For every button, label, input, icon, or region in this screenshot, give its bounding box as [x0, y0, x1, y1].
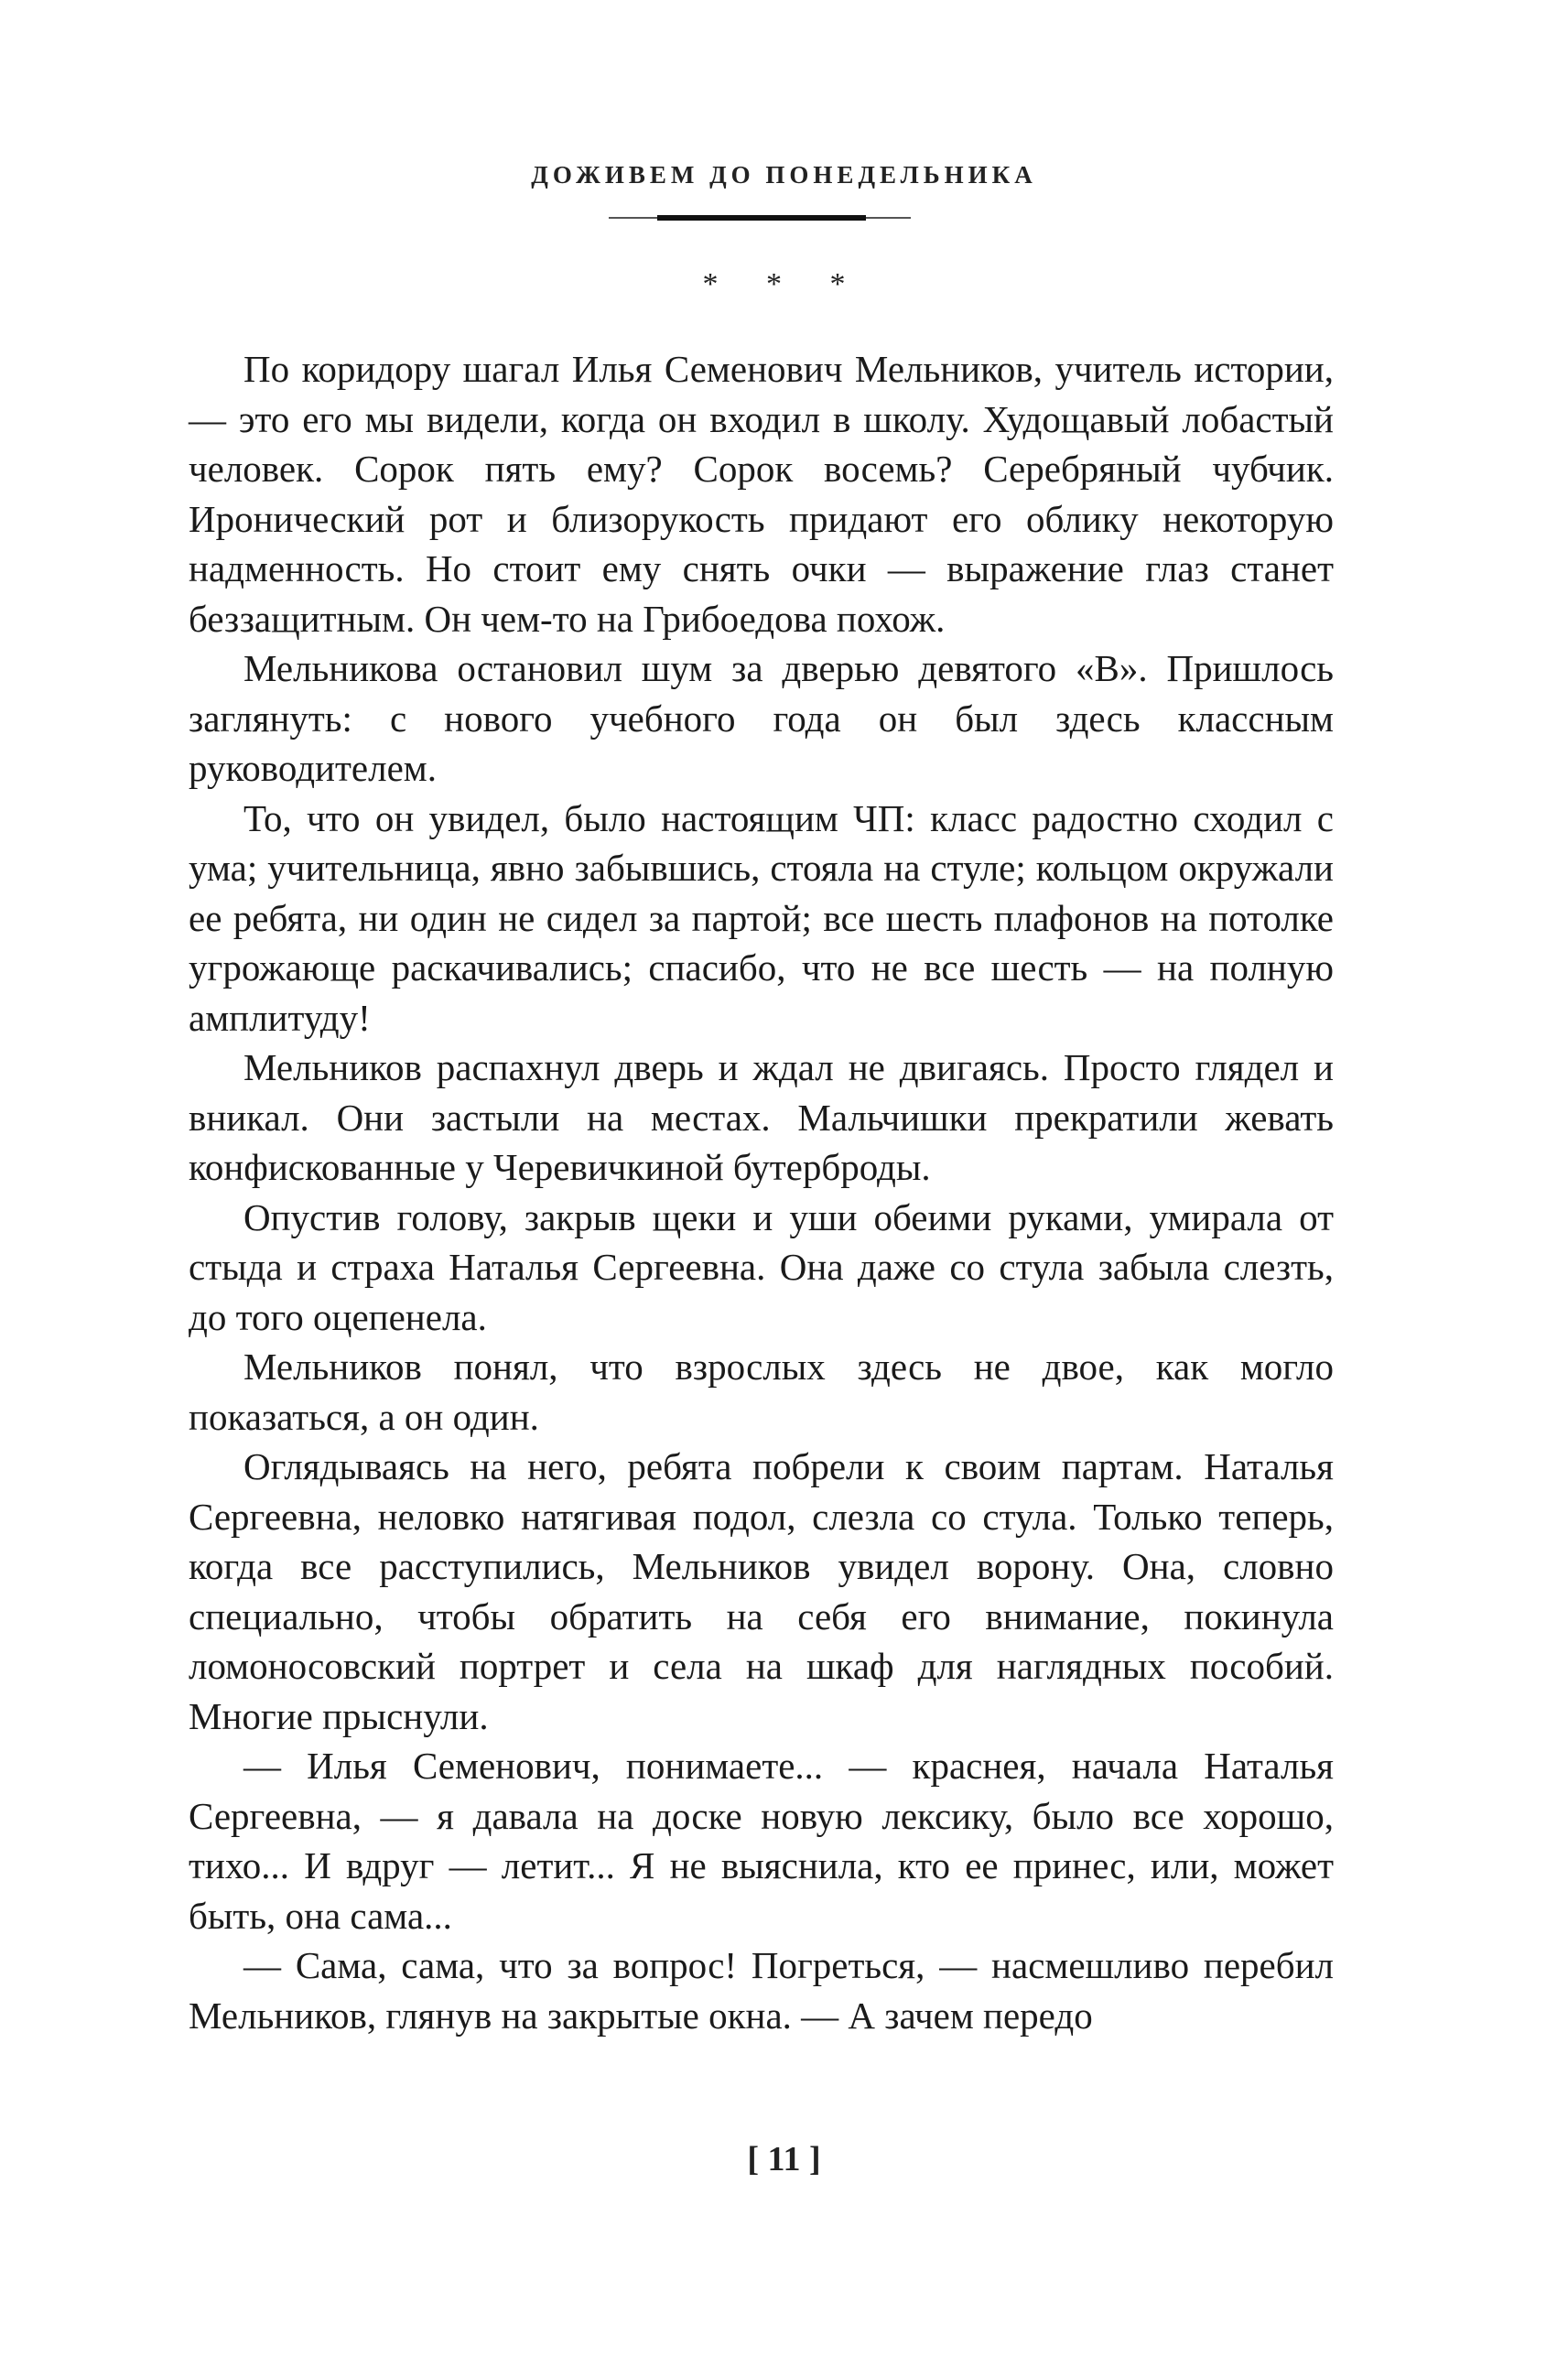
paragraph: Мельников понял, что взрослых здесь не двое, как могло показаться, а он один.	[189, 1346, 1334, 1438]
paragraph: Мельников распахнул дверь и ждал не двигаясь. Просто глядел и вникал. Они застыли на местах. Мальчишки прекратили жевать конфискованные у Черевичкиной бутерброды.	[189, 1046, 1334, 1188]
body-text	[189, 344, 1334, 2040]
paragraph: То, что он увидел, было настоящим ЧП: класс радостно сходил с ума; учительница, явно забывшись, стояла на стуле; кольцом окружали ее ребята, ни один не сидел за партой; все шесть плафонов на потолке угрожающе раскачивались; спасибо, что не все шесть — на полную амплитуду!	[189, 796, 1334, 1039]
running-title: ДОЖИВЕМ ДО ПОНЕДЕЛЬНИКА	[531, 161, 1037, 189]
paragraph: Опустив голову, закрыв щеки и уши обеими руками, умирала от стыда и страха Наталья Сергеевна. Она даже со стула забыла слезть, до того оцепенела.	[189, 1195, 1334, 1338]
paragraph: — Сама, сама, что за вопрос! Погреться, — насмешливо перебил Мельников, глянув на закрытые окна. — А зачем передо	[189, 1944, 1334, 2037]
section-break: * * *	[702, 267, 866, 301]
header-rule-accent	[657, 215, 866, 221]
page-number: [ 11 ]	[747, 2140, 821, 2178]
paragraph: Мельникова остановил шум за дверью девятого «В». Пришлось заглянуть: с нового учебного года он был здесь классным руководителем.	[189, 647, 1334, 789]
paragraph: — Илья Семенович, понимаете... — краснея, начала Наталья Сергеевна, — я давала на доске новую лексику, было все хорошо, тихо... И вдруг — летит... Я не выяснила, кто ее принес, или, может быть, она сама...	[189, 1745, 1334, 1937]
paragraph: По коридору шагал Илья Семенович Мельников, учитель истории, — это его мы видели, когда он входил в школу. Худощавый лобастый человек. Сорок пять ему? Сорок восемь? Серебряный чубчик. Иронический рот и близорукость придают его облику некоторую надменность. Но стоит ему снять очки — выражение глаз станет беззащитным. Он чем-то на Грибоедова похож.	[189, 348, 1334, 640]
paragraph: Оглядываясь на него, ребята побрели к своим партам. Наталья Сергеевна, неловко натягивая подол, слезла со стула. Только теперь, когда все расступились, Мельников увидел ворону. Она, словно специально, чтобы обратить на себя его внимание, покинула ломоносовский портрет и села на шкаф для наглядных пособий. Многие прыснули.	[189, 1445, 1334, 1737]
